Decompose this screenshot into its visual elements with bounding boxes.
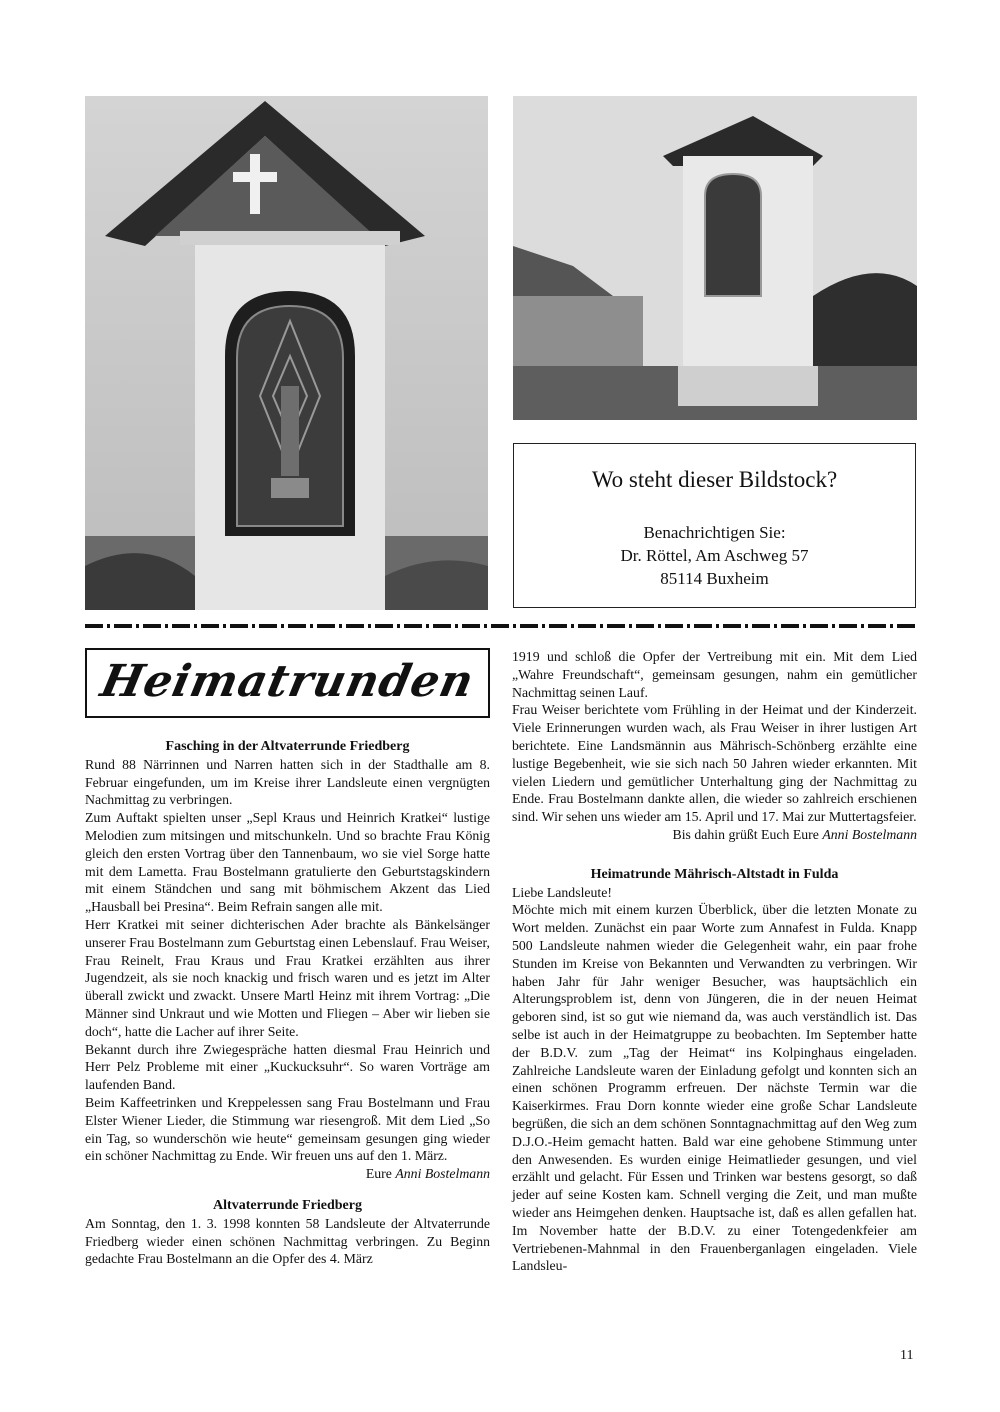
signature: [512, 826, 917, 844]
signature-prefix: Bis dahin grüßt Euch Eure: [672, 826, 819, 842]
shrine-illustration-right: [513, 96, 917, 420]
heading-fulda: Heimatrunde Mährisch-Altstadt in Fulda: [590, 866, 839, 882]
signature-name: Anni Bostelmann: [822, 826, 917, 842]
right-column: [512, 648, 917, 1275]
heading-altvaterrunde: Altvaterrunde Friedberg: [213, 1197, 362, 1213]
paragraph: Rund 88 Närrinnen und Narren hatten sich in der Stadthalle am 8. Februar eingefunden, um im Kreise ihrer Landsleute einen vergnügten Nachmittag zu verbringen.: [85, 756, 490, 808]
paragraph: Möchte mich mit einem kurzen Überblick, über die letzten Monate zu Wort melden. Zunächst ein paar Worte zum Annafest in Fulda. Knapp 500 Landsleute nahmen wieder die Gelegenheit wahr, ein paar frohe Stunden im Kreise von Bekannten und Verwandten zu verbringen. Wir haben Jahr für Jahr weniger Besucher, was hauptsächlich ein Alterungsproblem ist, denn von Jüngeren, die in der neuen Heimat geboren sind, ist so gut wie niemand da, was auch verständlich ist. Das selbe ist auch in der Heimatgruppe zu beobachten. Im September hatte der B.D.V. zum „Tag der Heimat“ ins Kolpinghaus eingeladen. Zahlreiche Landsleute waren der Einladung gefolgt und konnten sich an einen schönen Programm erfreuen. Der nächste Termin war die Kaiserkirmes. Frau Dorn konnte wieder eine große Schar Landsleute begrüßen, die sich an dem schönen Sonntagnachmittag auf den Weg zum D.J.O.-Heim gemacht hatten. Bald war eine gehobene Stimmung unter den Anwesenden. Es wurden einige Heimatlieder gesungen, und viel erzählt und gelacht. Für Essen und Trinken war bestens gesorgt, so daß jeder auf seine Kosten kam. Schnell verging die Zeit, und man mußte wieder ans Heimgehen denken. Hauptsache ist, daß es allen gefallen hat. Im November hatte der B.D.V. zu einer Totengedenkfeier am Vertriebenen-Mahnmal in den Frauenberganlagen eingeladen. Viele Landsleu-: [512, 902, 917, 1274]
section-logo: Heimatrunden: [96, 656, 479, 707]
greeting: Liebe Landsleute!: [512, 884, 612, 900]
paragraph: Frau Weiser berichtete vom Frühling in der Heimat und der Kinderzeit. Viele Erinnerungen wurden wach, als Frau Weiser in ihrer lustigen Art berichtete. Eine Landsmännin aus Mährisch-Schönberg erzählte eine lustige Begebenheit, wie sie sich nach 50 Jahren wieder erkannten. Mit vielen Liedern und gemütlicher Unterhaltung ging der Nachmittag zu Ende. Frau Bostelmann dankte allen, die wieder so zahlreich erschienen sind. Wir sehen uns wieder am 15. April und 17. Mai zur Muttertagsfeier.: [512, 702, 917, 825]
shrine-photo-left: [85, 96, 488, 610]
shrine-photo-right: [513, 96, 917, 420]
signature: [85, 1165, 490, 1183]
signature-prefix: Eure: [365, 1166, 392, 1182]
heading-fasching: Fasching in der Altvaterrunde Friedberg: [165, 739, 410, 754]
signature-name: Anni Bostelmann: [395, 1166, 490, 1182]
paragraph: Bekannt durch ihre Zwiegespräche hatten diesmal Frau Heinrich und Herr Pelz Probleme mit einer „Kuckucksuhr“. So waren Vorträge am laufenden Band.: [85, 1041, 490, 1093]
page-number: 11: [900, 1348, 914, 1363]
notice-line-3: 85114 Buxheim: [660, 569, 769, 588]
notice-contact: [514, 521, 915, 590]
paragraph: Zum Auftakt spielten unser „Sepl Kraus und Heinrich Kratkei“ lustige Melodien zum mitsingen und mitschunkeln. Und so brachte Frau König gleich den ersten Vortrag über den Tannenbaum, wo sie viel Sorge hatte mit dem Lametta. Frau Bostelmann gratulierte den Geburtstagskindern mit einem Ständchen und sang mit böhmischem Akzent das Lied „Hausball bei Presina“. Beim Refrain sangen alle mit.: [85, 810, 490, 915]
notice-box: [513, 443, 916, 608]
notice-line-1: Benachrichtigen Sie:: [643, 523, 786, 542]
paragraph: 1919 und schloß die Opfer der Vertreibung mit ein. Mit dem Lied „Wahre Freundschaft“, gemeinsam gesungen, nahm ein gemütlicher Nachmittag seinen Lauf.: [512, 649, 917, 700]
left-column: [85, 738, 490, 1268]
paragraph: Beim Kaffeetrinken und Kreppelessen sang Frau Bostelmann und Frau Elster Wiener Lieder, die Stimmung war riesengroß. Mit dem Lied „So ein Tag, so wunderschön wie heute“ gemeinsam gesungen ging wieder ein schöner Nachmittag zu Ende. Wir freuen uns auf den 1. März.: [85, 1094, 490, 1164]
paragraph: Herr Kratkei mit seiner dichterischen Ader brachte als Bänkelsänger unserer Frau Bostelmann zum Geburtstag einen Lebenslauf. Frau Weiser, Frau Reinelt, Frau Kraus und Frau Kratkei erzählten aus ihrer Jugendzeit, als sie noch knackig und frisch waren und es jetzt im Alter überall zwickt und zwackt. Unsere Martl Heinz mit ihrem Vortrag: „Die Männer sind Unkraut und wie Motten und Fliegen – Aber wir lieben sie doch“, hatte die Lacher auf ihrer Seite.: [85, 916, 490, 1039]
shrine-illustration-left: [85, 96, 488, 610]
notice-line-2: Dr. Röttel, Am Aschweg 57: [620, 546, 809, 565]
section-logo-box: [85, 648, 490, 718]
notice-title: Wo steht dieser Bildstock?: [591, 467, 838, 492]
dash-dot-divider: [85, 624, 917, 628]
paragraph: Am Sonntag, den 1. 3. 1998 konnten 58 Landsleute der Altvaterrunde Friedberg wieder einen schönen Nachmittag verbringen. Zu Beginn gedachte Frau Bostelmann an die Opfer des 4. März: [85, 1215, 490, 1267]
